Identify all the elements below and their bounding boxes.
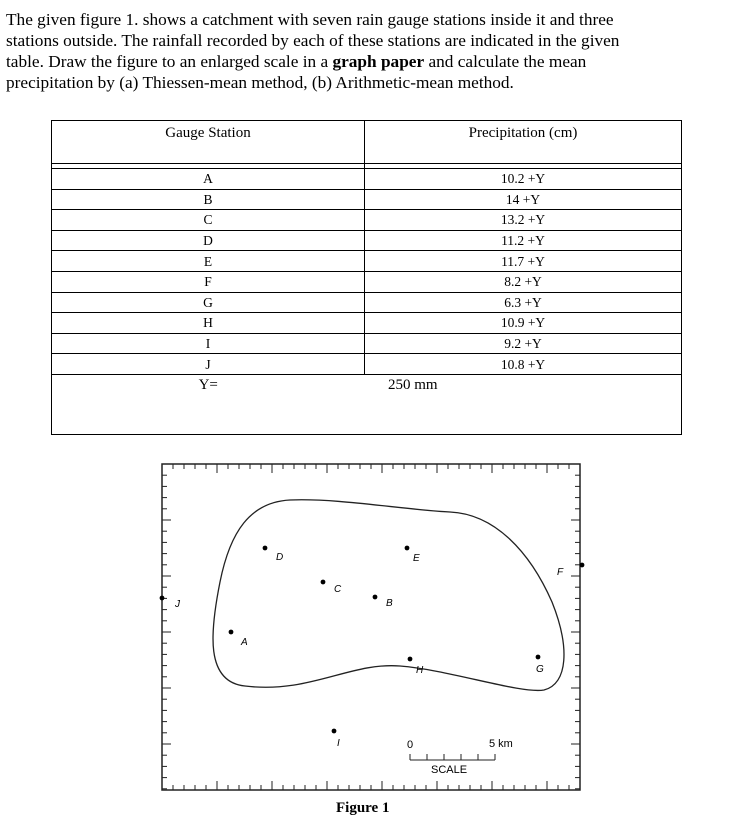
station-cell: I [52, 333, 365, 354]
station-c-label: C [334, 584, 342, 595]
frame-ticks [162, 464, 580, 790]
table-row [52, 333, 682, 354]
station-a-label: A [241, 637, 248, 648]
problem-statement [6, 9, 724, 93]
station-i-dot [332, 729, 337, 734]
station-d-label: D [276, 552, 284, 563]
precip-cell: 10.2 +Y [365, 169, 682, 190]
table-row [52, 230, 682, 251]
table-row [52, 292, 682, 313]
y-value-cell [365, 374, 682, 434]
station-cell: A [52, 169, 365, 190]
scale-max-label: 5 km [489, 738, 513, 750]
table-header-row [52, 121, 682, 164]
station-cell: D [52, 230, 365, 251]
station-cell: F [52, 271, 365, 292]
station-h [408, 657, 424, 676]
table-row [52, 271, 682, 292]
intro-line-2: stations outside. The rainfall recorded by each of these stations are indicated in the given [6, 31, 620, 50]
precip-cell: 10.8 +Y [365, 354, 682, 375]
station-h-label: H [416, 665, 424, 676]
scale-zero-label: 0 [407, 739, 414, 751]
precip-cell: 9.2 +Y [365, 333, 682, 354]
scale-title: SCALE [431, 764, 468, 776]
station-f-label: F [557, 567, 564, 578]
precip-cell: 8.2 +Y [365, 271, 682, 292]
station-g [536, 655, 544, 675]
station-b [373, 595, 393, 609]
table-row [52, 169, 682, 190]
station-i-label: I [337, 738, 340, 749]
station-a [229, 630, 248, 648]
station-b-dot [373, 595, 378, 600]
precip-cell: 13.2 +Y [365, 210, 682, 231]
precipitation-table [51, 120, 682, 435]
station-b-label: B [386, 598, 393, 609]
scale-ticks [410, 754, 495, 760]
intro-line-3-start: table. Draw the figure to an enlarged scale in a [6, 52, 333, 71]
station-cell: J [52, 354, 365, 375]
table-row [52, 189, 682, 210]
precip-cell: 14 +Y [365, 189, 682, 210]
figure-caption: Figure 1 [336, 800, 390, 816]
station-j [160, 596, 181, 610]
station-c [321, 580, 342, 595]
figure-frame [162, 464, 580, 790]
intro-line-3-end: and calculate the mean [428, 52, 587, 71]
table-row [52, 354, 682, 375]
header-precipitation: Precipitation (cm) [365, 121, 682, 164]
station-cell: G [52, 292, 365, 313]
scale-bar [407, 738, 513, 776]
graph-paper-emphasis: graph paper [332, 52, 425, 71]
precip-cell: 11.7 +Y [365, 251, 682, 272]
station-j-dot [160, 596, 165, 601]
station-d [263, 546, 284, 563]
y-label: Y= [198, 376, 218, 393]
catchment-figure [150, 452, 590, 798]
y-label-cell [52, 374, 365, 434]
header-gauge-station: Gauge Station [52, 121, 365, 164]
station-h-dot [408, 657, 413, 662]
station-g-label: G [536, 664, 544, 675]
station-j-label: J [175, 599, 180, 610]
intro-line-1: The given figure 1. shows a catchment with seven rain gauge stations inside it and three [6, 10, 614, 29]
intro-line-3 [6, 51, 724, 72]
catchment-boundary [213, 500, 564, 691]
station-i [332, 729, 340, 749]
station-g-dot [536, 655, 541, 660]
station-e-dot [405, 546, 410, 551]
station-cell: C [52, 210, 365, 231]
intro-line-4: precipitation by (a) Thiessen-mean method, (b) Arithmetic-mean method. [6, 73, 514, 92]
station-d-dot [263, 546, 268, 551]
station-e [405, 546, 420, 564]
table-row [52, 251, 682, 272]
station-cell: B [52, 189, 365, 210]
y-value: 250 mm [387, 376, 438, 393]
precip-cell: 11.2 +Y [365, 230, 682, 251]
station-cell: H [52, 313, 365, 334]
y-value-row [52, 374, 682, 434]
station-cell: E [52, 251, 365, 272]
station-a-dot [229, 630, 234, 635]
station-f-dot [580, 563, 585, 568]
precip-cell: 6.3 +Y [365, 292, 682, 313]
station-e-label: E [413, 553, 420, 564]
precip-cell: 10.9 +Y [365, 313, 682, 334]
station-c-dot [321, 580, 326, 585]
table-row [52, 210, 682, 231]
table-row [52, 313, 682, 334]
